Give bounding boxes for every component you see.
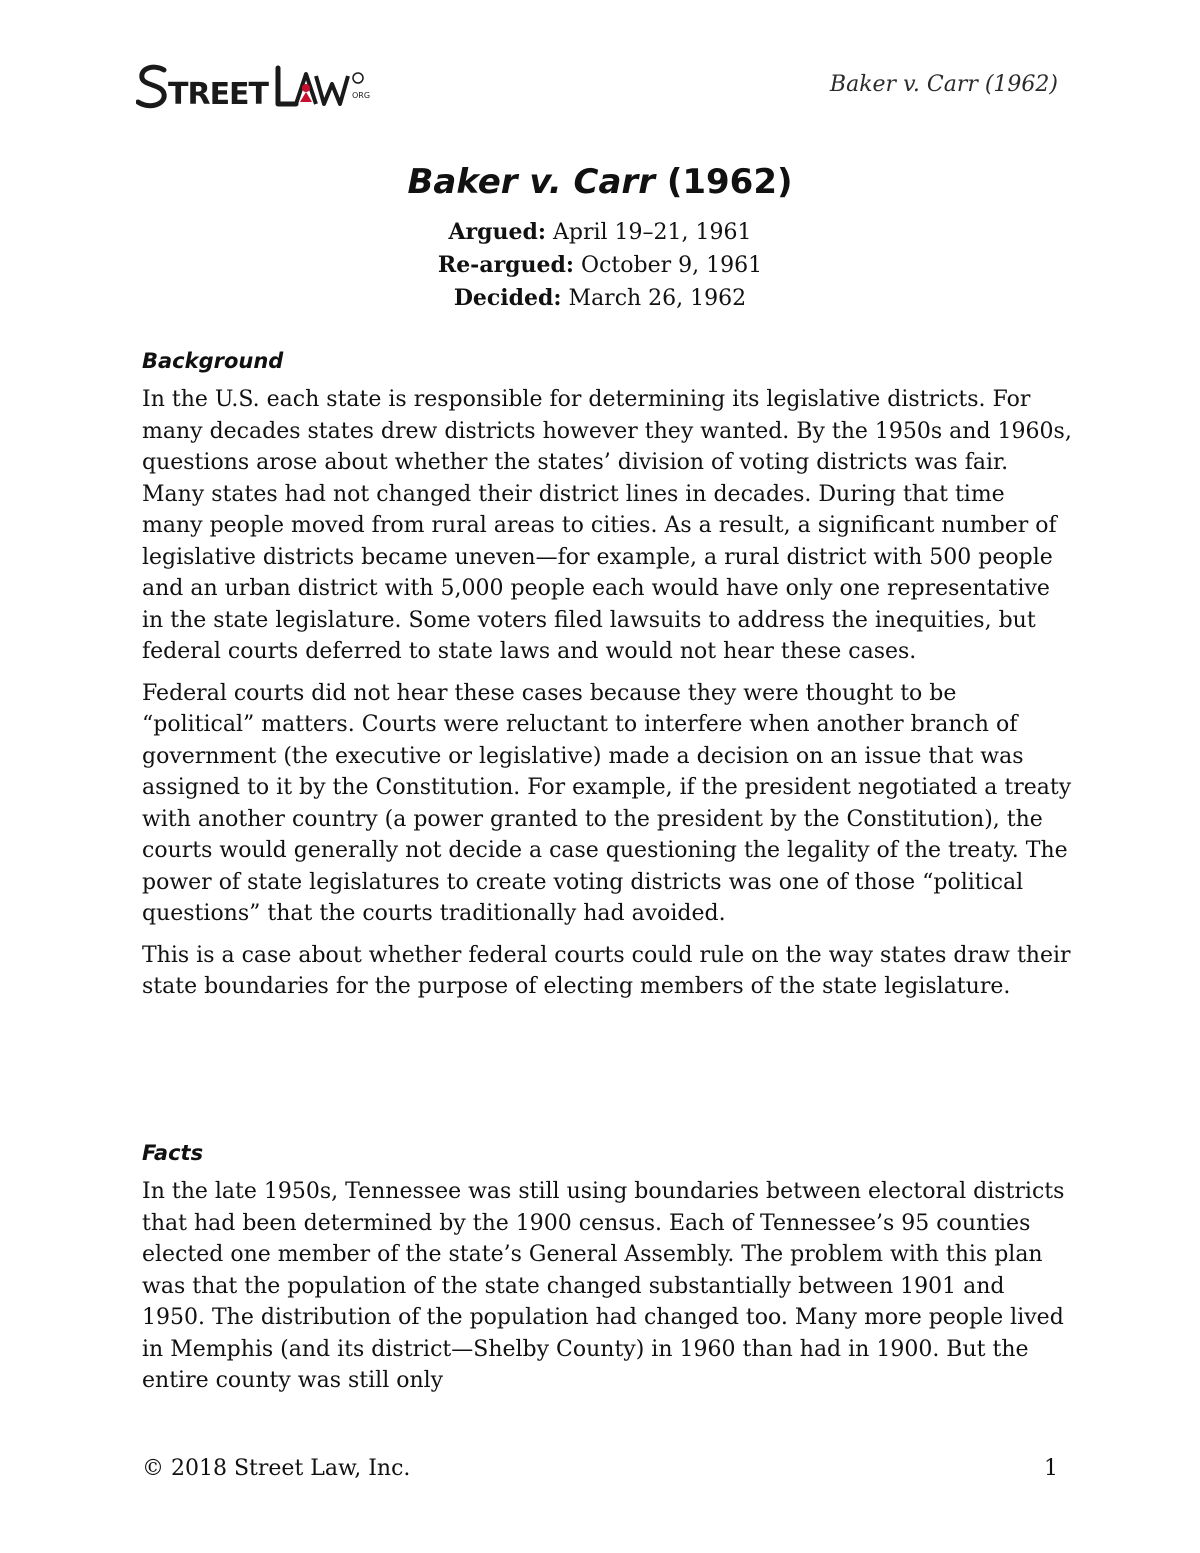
case-year: (1962) <box>666 162 793 202</box>
case-dates <box>0 216 1200 315</box>
reargued-label: Re-argued: <box>437 252 575 278</box>
facts-heading: Facts <box>142 1141 204 1165</box>
reargued-value: October 9, 1961 <box>574 253 763 278</box>
argued-value: April 19–21, 1961 <box>546 220 752 245</box>
background-paragraph-1: In the U.S. each state is responsible for determining its legislative districts. For many decades states drew districts however they wanted. By the 1950s and 1960s, questions arose about whether the states’ division of voting districts was fair. Many states had not changed their district lines in decades. During that time many people moved from rural areas to cities. As a result, a significant number of legislative districts became uneven—for example, a rural district with 500 people and an urban district with 5,000 people each would have only one representative in the state legislature. Some voters filed lawsuits to address the inequities, but federal courts deferred to state laws and would not hear these cases. <box>142 387 1072 664</box>
page-title <box>0 162 1200 202</box>
decided-line <box>0 282 1200 315</box>
svg-text:TREET: TREET <box>168 77 269 112</box>
running-head: Baker v. Carr (1962) <box>829 72 1058 97</box>
background-section <box>142 348 1072 1013</box>
background-heading: Background <box>142 349 284 373</box>
background-paragraph-3: This is a case about whether federal courts could rule on the way states draw their state boundaries for the purpose of electing members of the state legislature. <box>142 942 1071 999</box>
decided-value: March 26, 1962 <box>561 286 747 311</box>
reargued-line <box>0 249 1200 282</box>
facts-section <box>142 1140 1072 1407</box>
facts-paragraph-1: In the late 1950s, Tennessee was still using boundaries between electoral districts that had been determined by the 1900 census. Each of Tennessee’s 95 counties elected one member of the state’s General Assembly. The problem with this plan was that the population of the state changed substantially between 1901 and 1950. The distribution of the population had changed too. Many more people lived in Memphis (and its district—Shelby County) in 1960 than had in 1900. But the entire county was still only <box>142 1179 1065 1393</box>
argued-label: Argued: <box>448 219 547 245</box>
page-number: 1 <box>1044 1456 1058 1481</box>
svg-text:ORG: ORG <box>352 91 371 100</box>
decided-label: Decided: <box>453 285 562 311</box>
background-paragraph-2: Federal courts did not hear these cases because they were thought to be “political” matters. Courts were reluctant to interfere when another branch of government (the executive or legislative) made a decision on an issue that was assigned to it by the Constitution. For example, if the president negotiated a treaty with another country (a power granted to the president by the Constitution), the courts would generally not decide a case questioning the legality of the treaty. The power of state legislatures to create voting districts was one of those “political questions” that the courts traditionally had avoided. <box>142 680 1072 926</box>
copyright-notice: © 2018 Street Law, Inc. <box>142 1456 411 1481</box>
argued-line <box>0 216 1200 249</box>
case-name: Baker v. Carr <box>407 162 655 202</box>
street-law-logo <box>136 62 386 112</box>
